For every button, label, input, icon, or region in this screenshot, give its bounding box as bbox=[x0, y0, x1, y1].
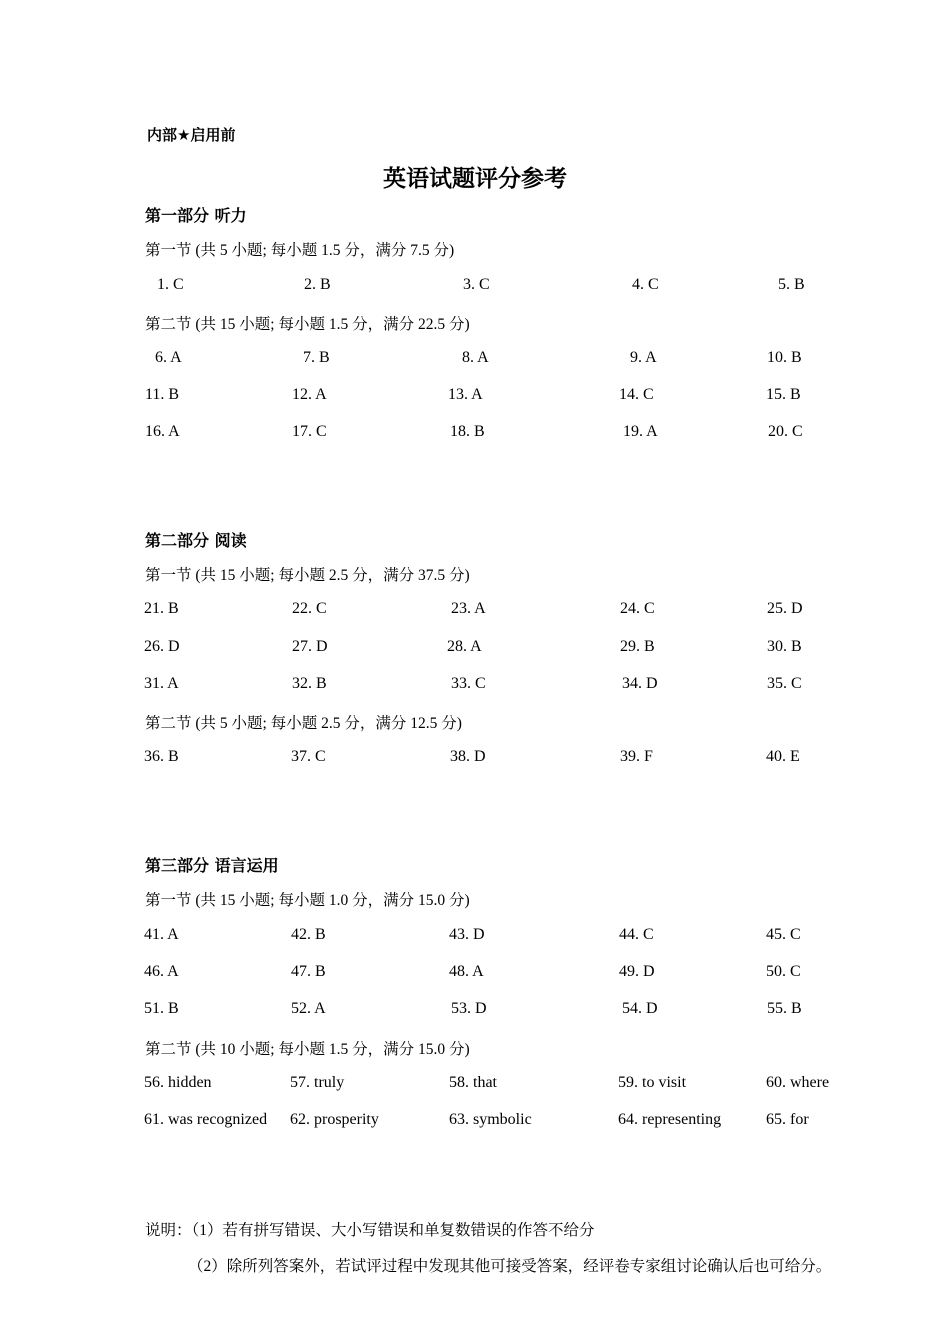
answer-item: 4. C bbox=[632, 276, 659, 293]
answer-item: 10. B bbox=[767, 349, 802, 366]
note-line-1: 说明：（1）若有拼写错误、大小写错误和单复数错误的作答不给分 bbox=[145, 1222, 595, 1239]
answer-item: 50. C bbox=[766, 963, 801, 980]
answer-item: 5. B bbox=[778, 276, 805, 293]
answer-item: 37. C bbox=[291, 748, 326, 765]
answer-item: 7. B bbox=[303, 349, 330, 366]
answer-item: 47. B bbox=[291, 963, 326, 980]
answer-item: 53. D bbox=[451, 1000, 487, 1017]
answer-item: 32. B bbox=[292, 675, 327, 692]
answer-item: 63. symbolic bbox=[449, 1111, 532, 1128]
answer-item: 14. C bbox=[619, 386, 654, 403]
answer-item: 54. D bbox=[622, 1000, 658, 1017]
answer-item: 33. C bbox=[451, 675, 486, 692]
answer-item: 23. A bbox=[451, 600, 486, 617]
answer-item: 20. C bbox=[768, 423, 803, 440]
section-heading-2-1: 第一节 (共 15 小题; 每小题 2.5 分，满分 37.5 分) bbox=[145, 567, 470, 584]
answer-item: 45. C bbox=[766, 926, 801, 943]
answer-item: 12. A bbox=[292, 386, 327, 403]
answer-item: 59. to visit bbox=[618, 1074, 687, 1091]
section-heading-1-2: 第二节 (共 15 小题; 每小题 1.5 分，满分 22.5 分) bbox=[145, 316, 470, 333]
answer-item: 42. B bbox=[291, 926, 326, 943]
answer-item: 60. where bbox=[766, 1074, 830, 1091]
answer-item: 49. D bbox=[619, 963, 655, 980]
section-heading-3-1: 第一节 (共 15 小题; 每小题 1.0 分，满分 15.0 分) bbox=[145, 892, 470, 909]
part-heading-3: 第三部分 语言运用 bbox=[145, 856, 279, 875]
answer-item: 13. A bbox=[448, 386, 483, 403]
answer-item: 52. A bbox=[291, 1000, 326, 1017]
answer-item: 41. A bbox=[144, 926, 179, 943]
answer-item: 26. D bbox=[144, 638, 180, 655]
answer-item: 31. A bbox=[144, 675, 179, 692]
answer-item: 8. A bbox=[462, 349, 489, 366]
answer-item: 24. C bbox=[620, 600, 655, 617]
answer-item: 11. B bbox=[145, 386, 180, 403]
answer-item: 51. B bbox=[144, 1000, 179, 1017]
answer-item: 18. B bbox=[450, 423, 485, 440]
confidential-label: 内部★启用前 bbox=[147, 126, 236, 144]
answer-item: 29. B bbox=[620, 638, 655, 655]
answer-item: 27. D bbox=[292, 638, 328, 655]
section-heading-3-2: 第二节 (共 10 小题; 每小题 1.5 分，满分 15.0 分) bbox=[145, 1041, 470, 1058]
answer-item: 65. for bbox=[766, 1111, 809, 1128]
answer-item: 39. F bbox=[620, 748, 653, 765]
part-heading-1: 第一部分 听力 bbox=[145, 206, 247, 225]
answer-item: 30. B bbox=[767, 638, 802, 655]
answer-item: 62. prosperity bbox=[290, 1111, 379, 1128]
section-heading-2-2: 第二节 (共 5 小题; 每小题 2.5 分，满分 12.5 分) bbox=[145, 715, 462, 732]
answer-item: 56. hidden bbox=[144, 1074, 212, 1091]
answer-item: 25. D bbox=[767, 600, 803, 617]
section-heading-1-1: 第一节 (共 5 小题; 每小题 1.5 分，满分 7.5 分) bbox=[145, 242, 455, 259]
answer-item: 16. A bbox=[145, 423, 180, 440]
answer-item: 40. E bbox=[766, 748, 800, 765]
answer-item: 15. B bbox=[766, 386, 801, 403]
answer-item: 34. D bbox=[622, 675, 658, 692]
answer-item: 43. D bbox=[449, 926, 485, 943]
answer-item: 44. C bbox=[619, 926, 654, 943]
answer-item: 6. A bbox=[155, 349, 182, 366]
answer-item: 61. was recognized bbox=[144, 1111, 268, 1128]
answer-item: 57. truly bbox=[290, 1074, 345, 1091]
answer-item: 2. B bbox=[304, 276, 331, 293]
answer-item: 38. D bbox=[450, 748, 486, 765]
answer-item: 55. B bbox=[767, 1000, 802, 1017]
answer-item: 19. A bbox=[623, 423, 658, 440]
answer-item: 1. C bbox=[157, 276, 184, 293]
document-title: 英语试题评分参考 bbox=[383, 166, 567, 192]
answer-item: 9. A bbox=[630, 349, 657, 366]
answer-item: 46. A bbox=[144, 963, 179, 980]
note-line-2: （2）除所列答案外，若试评过程中发现其他可接受答案，经评卷专家组讨论确认后也可给分。 bbox=[188, 1258, 832, 1275]
answer-item: 35. C bbox=[767, 675, 802, 692]
answer-item: 3. C bbox=[463, 276, 490, 293]
answer-item: 17. C bbox=[292, 423, 327, 440]
answer-item: 22. C bbox=[292, 600, 327, 617]
answer-item: 28. A bbox=[447, 638, 482, 655]
part-heading-2: 第二部分 阅读 bbox=[145, 531, 247, 550]
answer-item: 58. that bbox=[449, 1074, 497, 1091]
answer-item: 36. B bbox=[144, 748, 179, 765]
answer-item: 21. B bbox=[144, 600, 179, 617]
answer-item: 48. A bbox=[449, 963, 484, 980]
answer-item: 64. representing bbox=[618, 1111, 722, 1128]
